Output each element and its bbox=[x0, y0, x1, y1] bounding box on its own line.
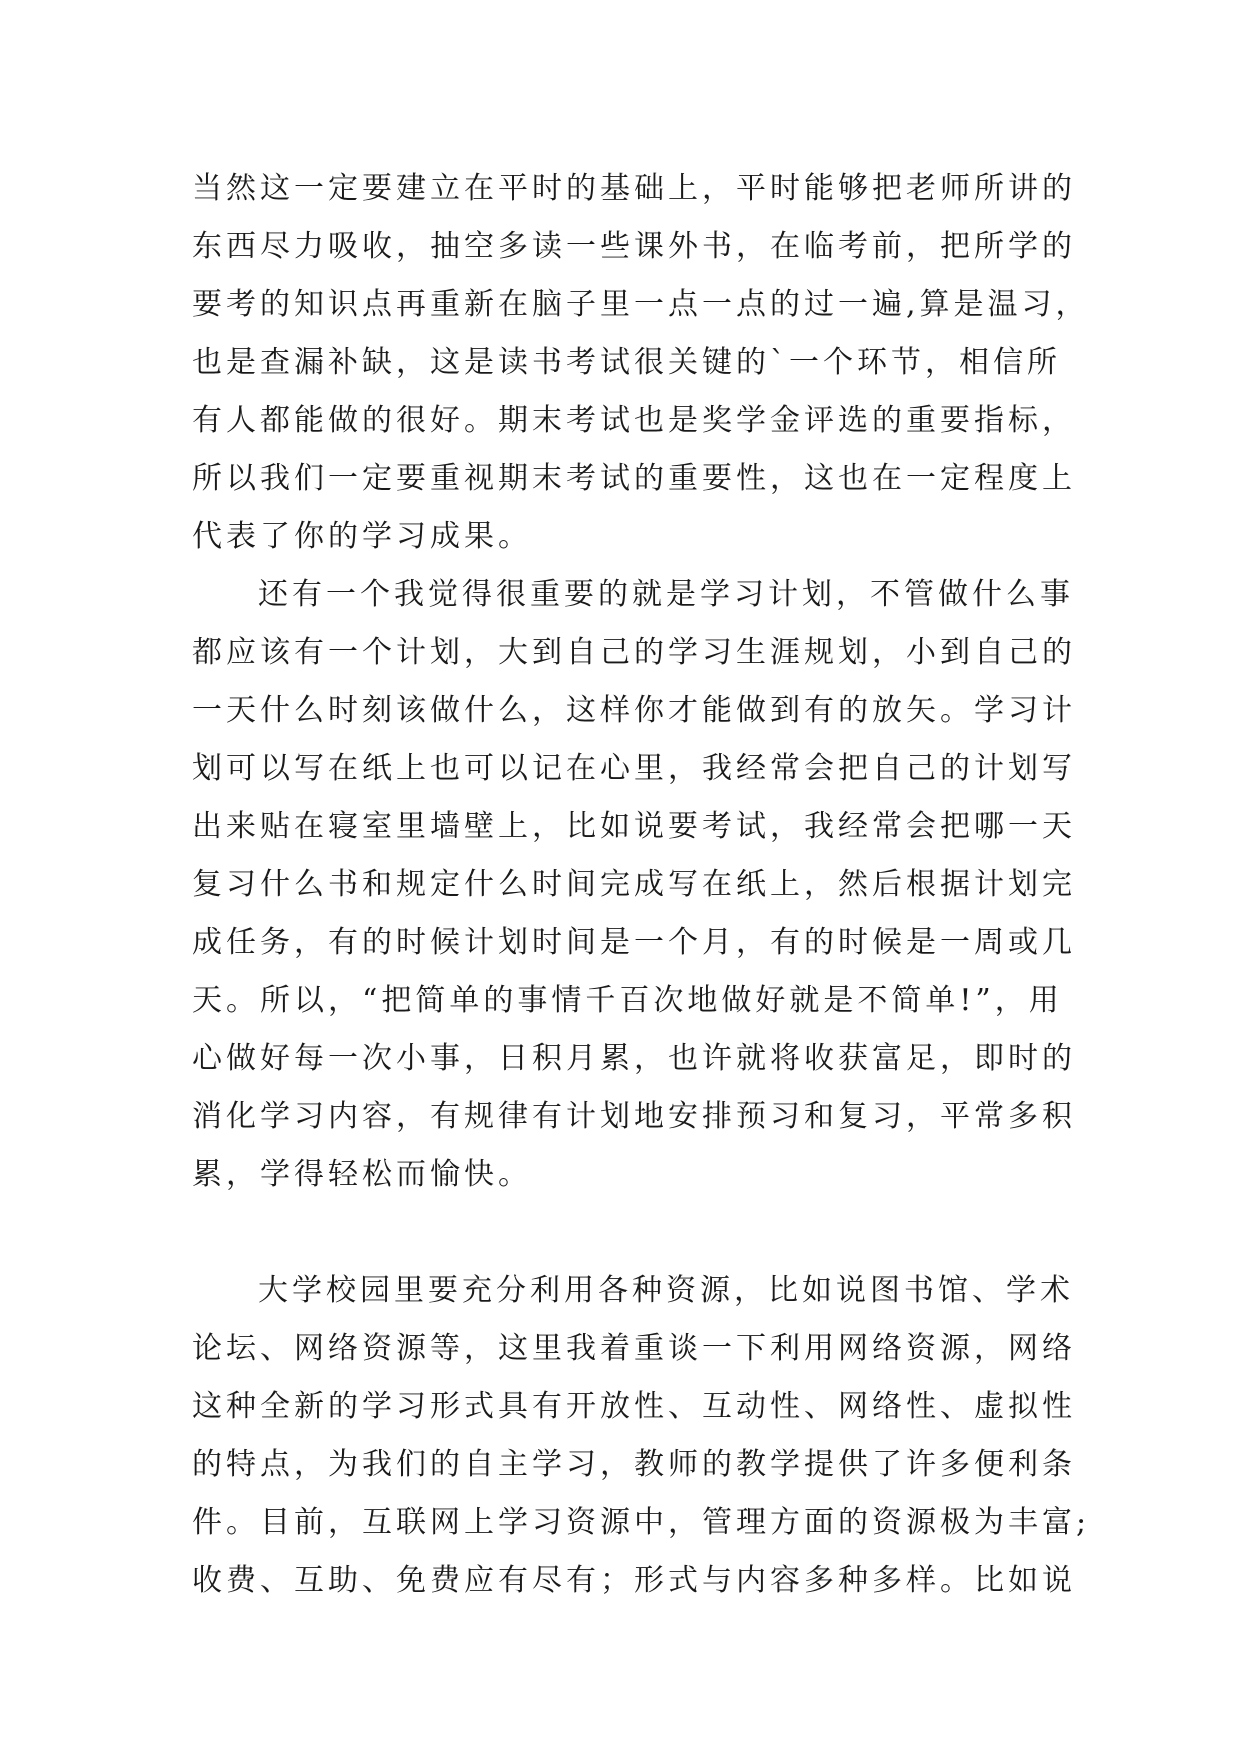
text-line: 成任务，有的时候计划时间是一个月，有的时候是一周或几 bbox=[192, 925, 1076, 960]
text-line: 出来贴在寝室里墙壁上，比如说要考试，我经常会把哪一天 bbox=[192, 809, 1076, 844]
text-line: 也是查漏补缺，这是读书考试很关键的`一个环节，相信所 bbox=[192, 345, 1061, 380]
text-line: 代表了你的学习成果。 bbox=[192, 519, 532, 554]
text-line: 所以我们一定要重视期末考试的重要性，这也在一定程度上 bbox=[192, 461, 1076, 496]
text-line: 当然这一定要建立在平时的基础上，平时能够把老师所讲的 bbox=[192, 171, 1076, 206]
text-line bbox=[192, 1204, 1052, 1262]
text-line: 都应该有一个计划，大到自己的学习生涯规划，小到自己的 bbox=[192, 635, 1076, 670]
paragraph-3 bbox=[192, 1262, 1091, 1610]
text-line: 复习什么书和规定什么时间完成写在纸上，然后根据计划完 bbox=[192, 867, 1076, 902]
document-body bbox=[192, 160, 1091, 1610]
text-line: 的特点，为我们的自主学习，教师的教学提供了许多便利条 bbox=[192, 1447, 1076, 1482]
text-line: 还有一个我觉得很重要的就是学习计划，不管做什么事 bbox=[258, 577, 1074, 612]
text-line: 这种全新的学习形式具有开放性、互动性、网络性、虚拟性 bbox=[192, 1389, 1076, 1424]
text-line: 收费、互助、免费应有尽有；形式与内容多种多样。比如说 bbox=[192, 1563, 1076, 1598]
text-line: 一天什么时刻该做什么，这样你才能做到有的放矢。学习计 bbox=[192, 693, 1076, 728]
text-line: 划可以写在纸上也可以记在心里，我经常会把自己的计划写 bbox=[192, 751, 1076, 786]
text-line: 累，学得轻松而愉快。 bbox=[192, 1157, 532, 1192]
text-line: 有人都能做的很好。期末考试也是奖学金评选的重要指标， bbox=[192, 403, 1076, 438]
text-line: 件。目前，互联网上学习资源中，管理方面的资源极为丰富; bbox=[192, 1505, 1091, 1540]
text-line: 消化学习内容，有规律有计划地安排预习和复习，平常多积 bbox=[192, 1099, 1076, 1134]
paragraph-1 bbox=[192, 160, 1090, 566]
text-line: 东西尽力吸收，抽空多读一些课外书，在临考前，把所学的 bbox=[192, 229, 1076, 264]
text-line: 天。所以，“把简单的事情千百次地做好就是不简单!”，用 bbox=[192, 983, 1063, 1018]
paragraph-2 bbox=[192, 566, 1076, 1262]
text-line: 要考的知识点再重新在脑子里一点一点的过一遍,算是温习， bbox=[192, 287, 1090, 322]
text-line: 心做好每一次小事，日积月累，也许就将收获富足，即时的 bbox=[192, 1041, 1076, 1076]
text-line: 论坛、网络资源等，这里我着重谈一下利用网络资源，网络 bbox=[192, 1331, 1076, 1366]
text-line: 大学校园里要充分利用各种资源，比如说图书馆、学术 bbox=[258, 1273, 1074, 1308]
